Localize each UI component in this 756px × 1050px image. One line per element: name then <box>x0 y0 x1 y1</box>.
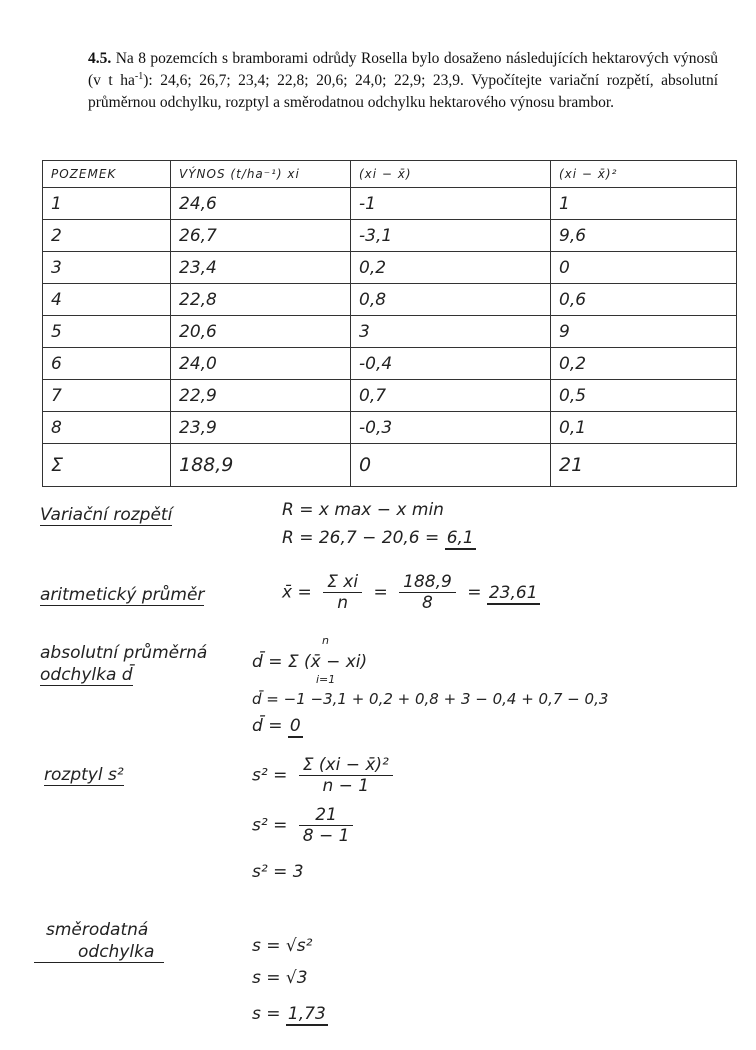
label-abs-odchylka-2: odchylka d̄ <box>40 665 133 685</box>
table-row <box>43 380 737 412</box>
variance-num2: 21 <box>299 805 354 826</box>
cell-deviation: -1 <box>351 188 551 220</box>
formula-mean <box>282 572 540 613</box>
cell-sum-vynos: 188,9 <box>171 444 351 487</box>
formula-range: R = x max − x min <box>282 500 444 520</box>
cell-vynos: 23,4 <box>171 252 351 284</box>
variance-den: n − 1 <box>322 776 370 796</box>
cell-vynos: 23,9 <box>171 412 351 444</box>
cell-pozemek: 4 <box>43 284 171 316</box>
mean-fraction-2 <box>399 572 456 613</box>
sum-lower-limit: i=1 <box>316 673 336 686</box>
cell-deviation: 0,2 <box>351 252 551 284</box>
abs-dev-lhs: d̄ = <box>252 716 283 736</box>
cell-sum-symbol: Σ <box>43 444 171 487</box>
cell-squared: 9,6 <box>551 220 737 252</box>
calc-abs-dev: d̄ = −1 −3,1 + 0,2 + 0,8 + 3 − 0,4 + 0,7 − 0,3 <box>252 690 609 708</box>
unit-exponent: -1 <box>134 70 144 82</box>
table-row <box>43 316 737 348</box>
table-row <box>43 188 737 220</box>
std-lhs: s = <box>252 1004 281 1024</box>
cell-squared: 0,6 <box>551 284 737 316</box>
mean-den2: 8 <box>422 593 433 613</box>
calc-range-text: R = 26,7 − 20,6 = <box>282 528 440 548</box>
result-variance: s² = 3 <box>252 862 304 882</box>
mean-lhs: x̄ = <box>282 582 312 603</box>
cell-squared: 0,5 <box>551 380 737 412</box>
header-deviation: (xi − x̄) <box>351 161 551 188</box>
sum-upper-limit: n <box>322 634 329 647</box>
header-squared-deviation: (xi − x̄)² <box>551 161 737 188</box>
header-vynos: VÝNOS (t/ha⁻¹) xi <box>171 161 351 188</box>
mean-num1: Σ xi <box>323 572 362 593</box>
cell-squared: 0,2 <box>551 348 737 380</box>
variance-lhs-2: s² = <box>252 815 288 836</box>
cell-sum-deviation: 0 <box>351 444 551 487</box>
variance-num: Σ (xi − x̄)² <box>299 755 393 776</box>
std-line-3 <box>252 1004 328 1024</box>
cell-deviation: 0,7 <box>351 380 551 412</box>
mean-eq: = <box>373 582 388 603</box>
task-text: Na 8 pozemcích s bramborami odrůdy Rosella bylo dosaženo následujících hektarových výnosů (v t ha <box>88 50 718 89</box>
result-range: 6,1 <box>446 528 474 548</box>
variance-lhs: s² = <box>252 765 288 786</box>
cell-squared: 1 <box>551 188 737 220</box>
cell-deviation: -0,3 <box>351 412 551 444</box>
cell-pozemek: 6 <box>43 348 171 380</box>
task-number: 4.5. <box>88 50 112 67</box>
cell-pozemek: 3 <box>43 252 171 284</box>
table-sum-row <box>43 444 737 487</box>
table-row <box>43 412 737 444</box>
cell-vynos: 26,7 <box>171 220 351 252</box>
cell-squared: 9 <box>551 316 737 348</box>
cell-vynos: 22,9 <box>171 380 351 412</box>
label-smerodatna-1: směrodatná <box>46 920 149 940</box>
mean-fraction-1 <box>323 572 362 613</box>
table-row <box>43 220 737 252</box>
mean-num2: 188,9 <box>399 572 456 593</box>
result-std: 1,73 <box>287 1004 326 1024</box>
result-mean: 23,61 <box>488 582 538 603</box>
result-abs-dev-line <box>252 716 303 736</box>
cell-pozemek: 7 <box>43 380 171 412</box>
label-aritmeticky-prumer: aritmetický průměr <box>40 585 205 605</box>
result-abs-dev: 0 <box>289 716 301 736</box>
std-line-1: s = √s² <box>252 936 313 956</box>
variance-den2: 8 − 1 <box>302 826 350 846</box>
cell-deviation: 0,8 <box>351 284 551 316</box>
variance-fraction <box>299 755 393 796</box>
mean-eq2: = <box>467 582 482 603</box>
cell-sum-squared: 21 <box>551 444 737 487</box>
task-text-cont: ): 24,6; 26,7; 23,4; 22,8; 20,6; 24,0; 22,9; 23,9. Vypočítejte variační rozpětí, absolutní průměrnou odchylku, rozptyl a směrodatnou odchylku hektarového výnosu brambor. <box>88 72 718 111</box>
cell-pozemek: 8 <box>43 412 171 444</box>
cell-vynos: 22,8 <box>171 284 351 316</box>
cell-vynos: 24,6 <box>171 188 351 220</box>
cell-squared: 0,1 <box>551 412 737 444</box>
table-header-row <box>43 161 737 188</box>
calc-variance <box>252 805 359 846</box>
cell-deviation: 3 <box>351 316 551 348</box>
formula-abs-dev: d̄ = Σ (x̄ − xi) <box>252 652 368 672</box>
table-row <box>43 348 737 380</box>
header-pozemek: POZEMEK <box>43 161 171 188</box>
cell-pozemek: 5 <box>43 316 171 348</box>
table-row <box>43 284 737 316</box>
mean-den1: n <box>337 593 348 613</box>
cell-pozemek: 2 <box>43 220 171 252</box>
cell-pozemek: 1 <box>43 188 171 220</box>
label-rozptyl: rozptyl s² <box>44 765 124 785</box>
cell-vynos: 20,6 <box>171 316 351 348</box>
data-table <box>42 160 737 487</box>
formula-variance <box>252 755 399 796</box>
cell-deviation: -3,1 <box>351 220 551 252</box>
cell-vynos: 24,0 <box>171 348 351 380</box>
cell-squared: 0 <box>551 252 737 284</box>
std-line-2: s = √3 <box>252 968 308 988</box>
calc-range <box>282 528 476 548</box>
label-variacni-rozpeti: Variační rozpětí <box>40 505 173 525</box>
variance-fraction-2 <box>299 805 354 846</box>
cell-deviation: -0,4 <box>351 348 551 380</box>
label-smerodatna-2: odchylka <box>34 942 164 963</box>
table-row <box>43 252 737 284</box>
task-statement <box>88 48 718 114</box>
label-abs-odchylka-1: absolutní průměrná <box>40 643 208 663</box>
